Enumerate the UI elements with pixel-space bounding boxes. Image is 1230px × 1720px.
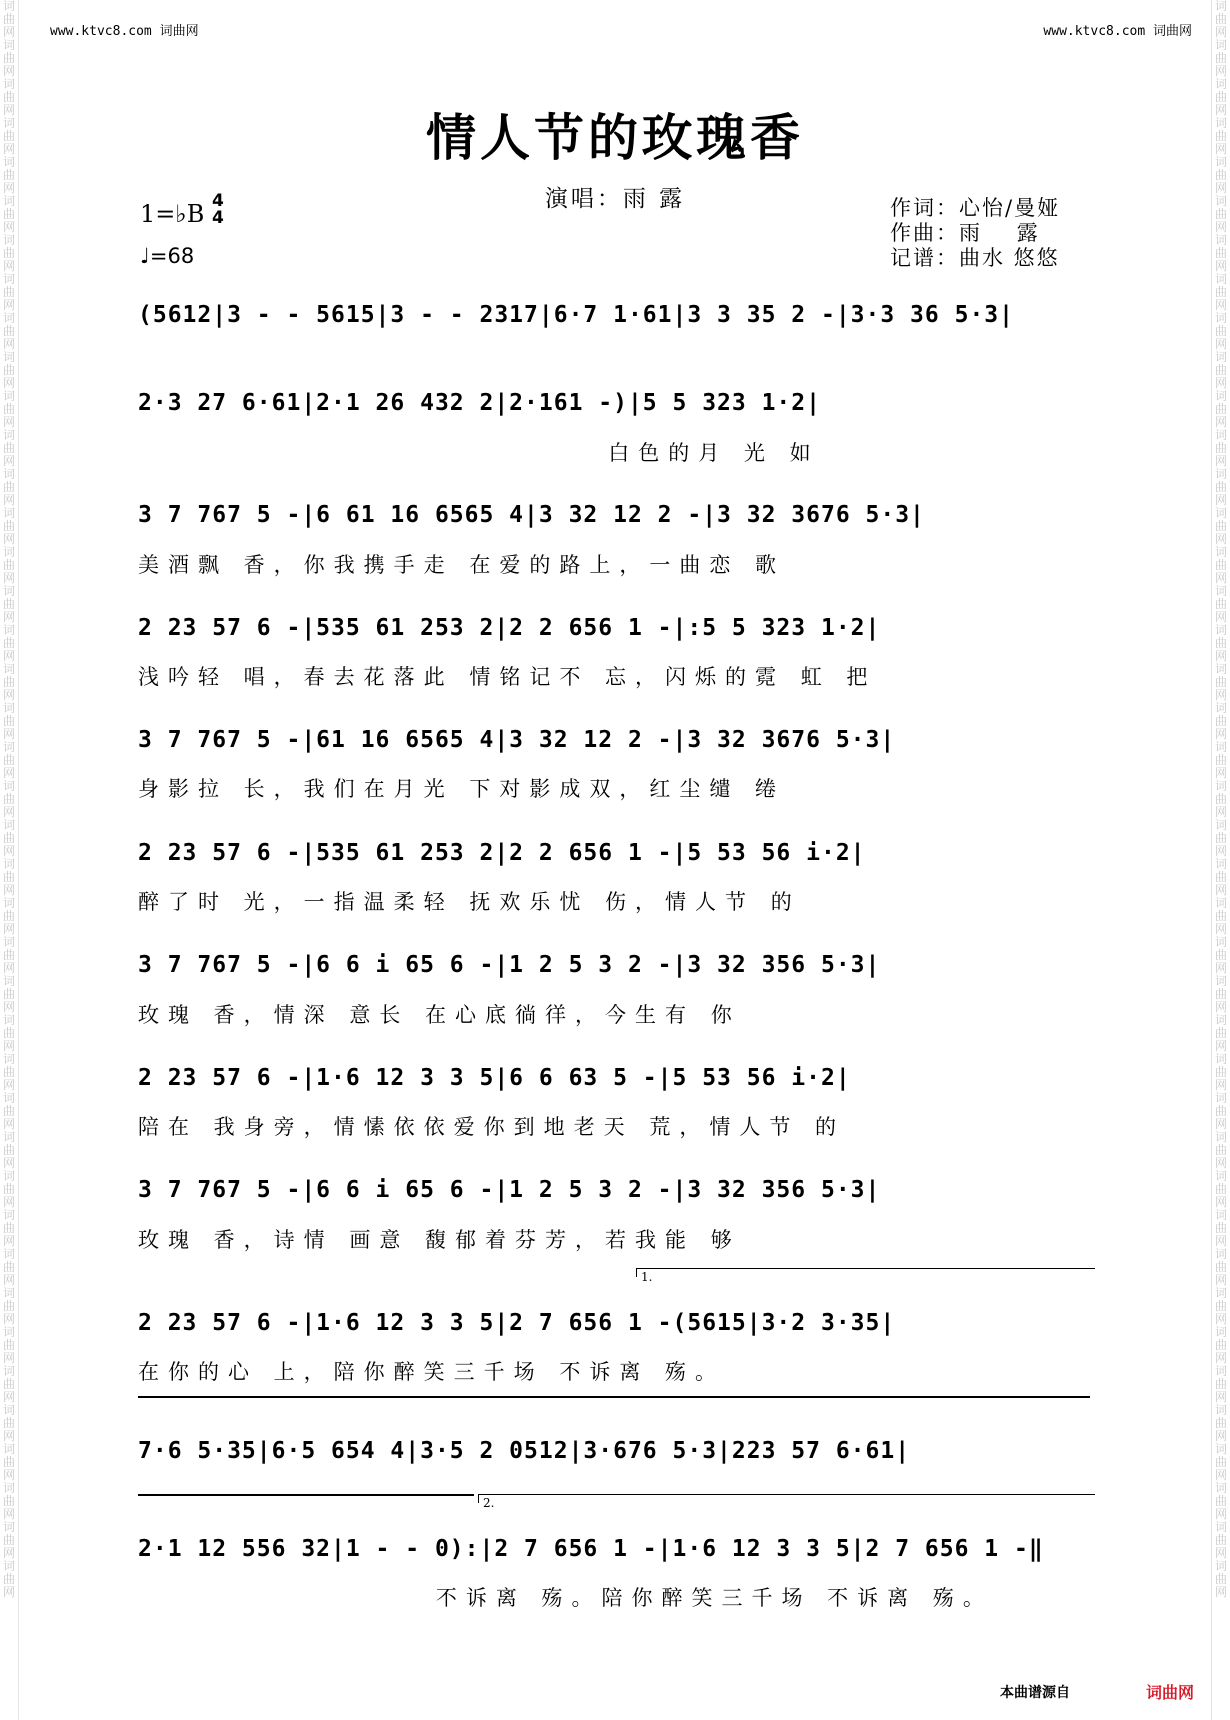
song-title: 情人节的玫瑰香 bbox=[426, 108, 804, 167]
watermark-side-right: 词 曲 网 词 曲 网 词 曲 网 词 曲 网 词 曲 网 词 曲 网 词 曲 网 词 曲 网 词 曲 网 词 曲 网 词 曲 网 词 曲 网 词 曲 网 词 曲 网 词 曲 网 词 曲 网 词 曲 网 词 曲 网 词 曲 网 词 曲 网 词 曲 网 词 曲 网 词 曲 网 词 曲 网 词 曲 网 词 曲 网 词 曲 网 词 曲 网 词 曲 网 词 曲 网 词 曲 网 词 曲 网 词 曲 网 词 曲 网 词 曲 网 词 曲 网 词 曲 网 词 曲 网 词 曲 网 词 曲 网 词 曲 网 bbox=[1211, 0, 1230, 1720]
watermark-top-right: www.ktvc8.com 词曲网 bbox=[1043, 24, 1192, 39]
music-line: 2 23 57 6 -|535 61 253 2|2 2 656 1 -|5 53 56 i·2| bbox=[138, 840, 866, 866]
second-ending-bracket: 2. bbox=[478, 1494, 1095, 1503]
music-line: 2·1 12 556 32|1 - - 0):|2 7 656 1 -|1·6 12 3 3 5|2 7 656 1 -‖ bbox=[138, 1536, 1044, 1562]
time-signature-top: 4 bbox=[212, 191, 224, 211]
lyricist-credit: 作词：心怡/曼娅 bbox=[890, 196, 1061, 220]
time-signature bbox=[212, 193, 224, 227]
key-signature: 1=♭B bbox=[140, 200, 205, 228]
lyric-line: 浅吟轻 唱，春去花落此 情铭记不 忘，闪烁的霓 虹 把 bbox=[138, 665, 877, 689]
first-ending-bracket: 1. bbox=[636, 1268, 1095, 1277]
music-line: 2 23 57 6 -|1·6 12 3 3 5|2 7 656 1 -(5615|3·2 3·35| bbox=[138, 1310, 896, 1336]
first-ending-continuation-line bbox=[138, 1494, 474, 1496]
music-line: 3 7 767 5 -|61 16 6565 4|3 32 12 2 -|3 32 3676 5·3| bbox=[138, 727, 896, 753]
credits-block bbox=[890, 196, 1060, 271]
music-line: 7·6 5·35|6·5 654 4|3·5 2 0512|3·676 5·3|223 57 6·61| bbox=[138, 1438, 911, 1464]
lyric-line: 玫瑰 香，情深 意长 在心底徜徉，今生有 你 bbox=[138, 1003, 741, 1027]
lyric-line: 陪在 我身旁，情愫依依爱你到地老天 荒，情人节 的 bbox=[138, 1115, 846, 1139]
music-line: 3 7 767 5 -|6 61 16 6565 4|3 32 12 2 -|3 32 3676 5·3| bbox=[138, 502, 925, 528]
music-line: 3 7 767 5 -|6 6 i 65 6 -|1 2 5 3 2 -|3 32 356 5·3| bbox=[138, 952, 881, 978]
lyric-line: 醉了时 光，一指温柔轻 抚欢乐忧 伤，情人节 的 bbox=[138, 890, 801, 914]
lyric-line: 身影拉 长，我们在月光 下对影成双，红尘缱 绻 bbox=[138, 777, 786, 801]
lyric-line: 白色的月 光 如 bbox=[138, 441, 820, 465]
music-line: 2 23 57 6 -|1·6 12 3 3 5|6 6 63 5 -|5 53 56 i·2| bbox=[138, 1065, 851, 1091]
singer-credit: 演唱：雨 露 bbox=[544, 186, 686, 212]
music-line: 3 7 767 5 -|6 6 i 65 6 -|1 2 5 3 2 -|3 32 356 5·3| bbox=[138, 1177, 881, 1203]
tempo-marking: ♩=68 bbox=[140, 244, 195, 268]
first-ending-continuation-line bbox=[138, 1396, 1090, 1398]
music-line: 2·3 27 6·61|2·1 26 432 2|2·161 -)|5 5 323 1·2| bbox=[138, 390, 821, 416]
transcriber-credit: 记谱：曲水 悠悠 bbox=[890, 246, 1060, 270]
brand-logo: 词曲网 bbox=[1146, 1683, 1195, 1702]
lyric-line: 不诉离 殇。陪你醉笑三千场 不诉离 殇。 bbox=[138, 1586, 993, 1610]
lyric-line: 在你的心 上，陪你醉笑三千场 不诉离 殇。 bbox=[138, 1360, 726, 1384]
source-label: 本曲谱源自 bbox=[1000, 1685, 1070, 1701]
time-signature-bottom: 4 bbox=[212, 208, 224, 228]
music-line: (5612|3 - - 5615|3 - - 2317|6·7 1·61|3 3 35 2 -|3·3 36 5·3| bbox=[138, 302, 1014, 328]
watermark-side-left: 词 曲 网 词 曲 网 词 曲 网 词 曲 网 词 曲 网 词 曲 网 词 曲 网 词 曲 网 词 曲 网 词 曲 网 词 曲 网 词 曲 网 词 曲 网 词 曲 网 词 曲 网 词 曲 网 词 曲 网 词 曲 网 词 曲 网 词 曲 网 词 曲 网 词 曲 网 词 曲 网 词 曲 网 词 曲 网 词 曲 网 词 曲 网 词 曲 网 词 曲 网 词 曲 网 词 曲 网 词 曲 网 词 曲 网 词 曲 网 词 曲 网 词 曲 网 词 曲 网 词 曲 网 词 曲 网 词 曲 网 词 曲 网 bbox=[0, 0, 19, 1720]
watermark-top-left: www.ktvc8.com 词曲网 bbox=[50, 24, 199, 39]
lyric-line: 美酒飘 香，你我携手走 在爱的路上，一曲恋 歌 bbox=[138, 553, 786, 577]
music-line: 2 23 57 6 -|535 61 253 2|2 2 656 1 -|:5 5 323 1·2| bbox=[138, 615, 881, 641]
composer-credit: 作曲：雨 露 bbox=[890, 221, 1040, 245]
lyric-line: 玫瑰 香，诗情 画意 馥郁着芬芳，若我能 够 bbox=[138, 1228, 741, 1252]
